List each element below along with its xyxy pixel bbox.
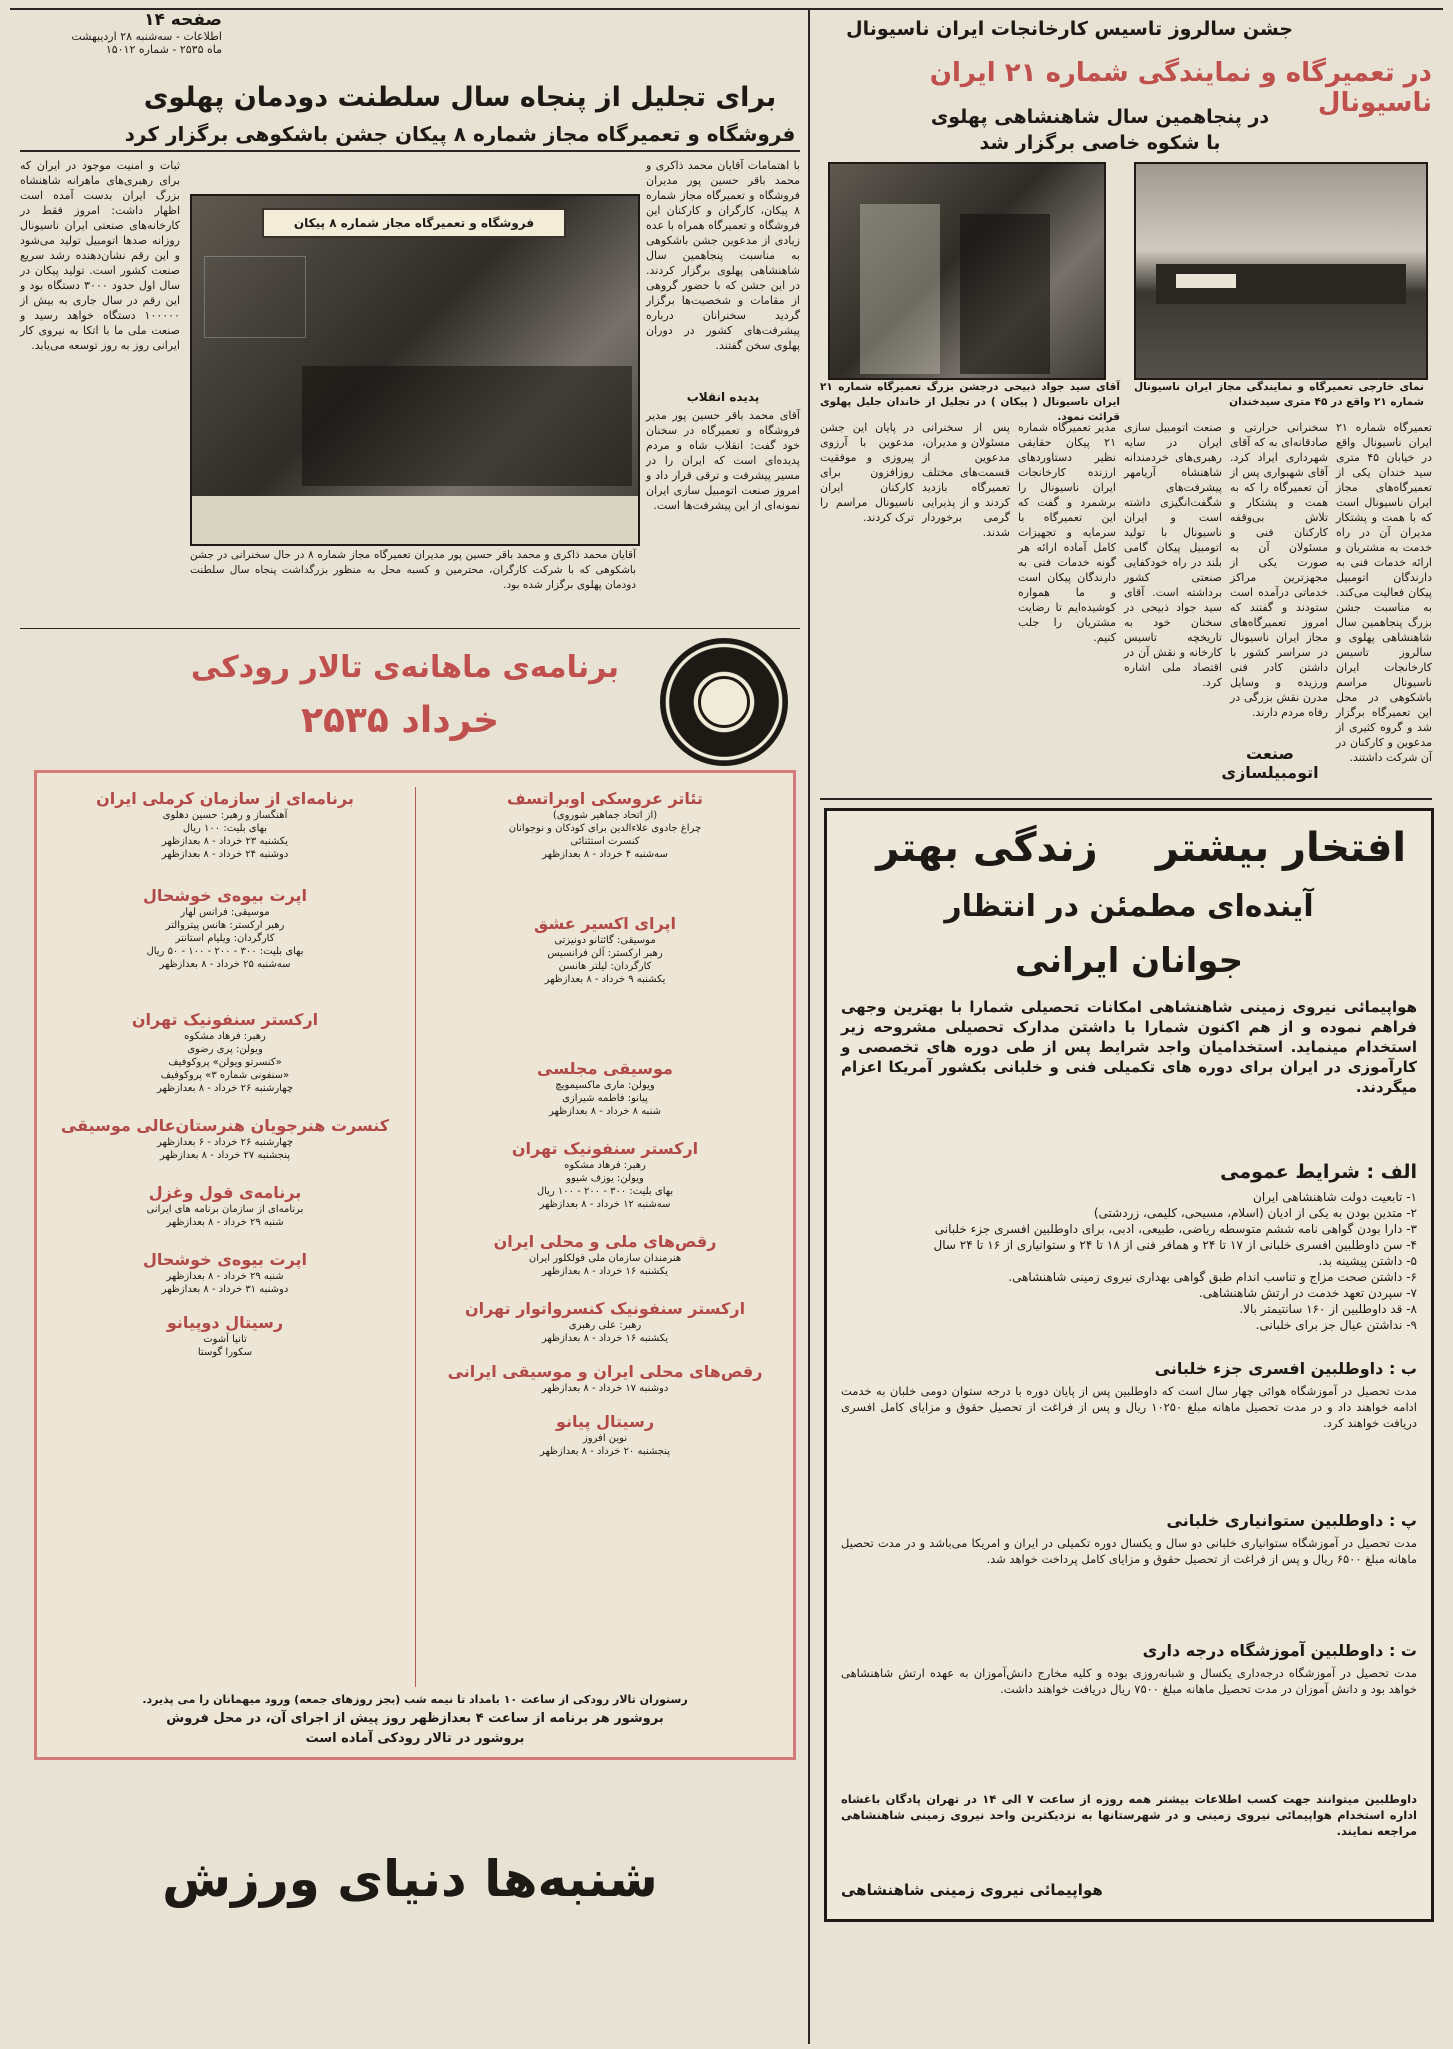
program-section-heading: تئاتر عروسکی اوبراتسف — [507, 789, 703, 808]
ad-intro: هواپیمائی نیروی زمینی شاهنشاهی امکانات تحصیلی شمارا با بهترین وجهی فراهم نموده و از هم اکنون شمارا با داشتن مدارک تحصیلی مشروحه زیر استخدام مینماید. استخدامیان واجد شرایط پس از طی دوره های تخصصی و کارآموزی در ایران برای دوره های تکمیلی فنی و خلبانی بکشور آمریکا اعزام میگردند. — [841, 998, 1417, 1096]
program-line: دوشنبه ۲۴ خرداد - ۸ بعدازظهر — [161, 849, 289, 860]
program-line: (از اتحاد جماهیر شوروی) — [552, 810, 658, 821]
shop-photo-sign — [1176, 274, 1236, 288]
program-line: رهبر ارکستر: آلن فرانسیس — [547, 948, 663, 959]
program-line: بهای بلیت: ۳۰۰ - ۲۰۰ - ۱۰۰ ریال — [536, 1186, 674, 1197]
ad-target: جوانان ایرانی — [1014, 941, 1244, 981]
ad-title-right: افتخار بیشتر — [1155, 825, 1407, 871]
program-section-heading: ارکستر سنفونیک کنسرواتوار تهران — [464, 1299, 746, 1318]
list-item: ۷- سپردن تعهد خدمت در ارتش شاهنشاهی. — [1198, 1286, 1417, 1300]
program-month: خرداد ۲۵۳۵ — [300, 700, 500, 741]
program-section — [417, 1139, 793, 1210]
program-section — [37, 1010, 413, 1094]
program-col-right — [417, 773, 793, 1757]
ad-section-t-title: ت : داوطلبین آموزشگاه درجه داری — [1142, 1641, 1417, 1660]
program-line: سکورا گوستا — [197, 1347, 253, 1358]
issue-line-2: ماه ۲۵۳۵ - شماره ۱۵۰۱۲ — [105, 43, 222, 56]
ad-section-a-title: الف : شرایط عمومی — [1220, 1161, 1417, 1183]
program-line: هنرمندان سازمان ملی فولکلور ایران — [528, 1253, 682, 1264]
list-item: ۲- متدین بودن به یکی از ادیان (اسلام، مسیحی، کلیمی، زردشتی) — [1093, 1206, 1417, 1220]
issue-line-1: اطلاعات - سه‌شنبه ۲۸ اردیبهشت — [71, 30, 222, 43]
program-section — [417, 914, 793, 985]
program-line: رهبر ارکستر: هانس پیتروالتر — [165, 920, 285, 931]
right-article-bottom-rule — [820, 798, 1432, 800]
ceremony-photo-figure — [860, 204, 940, 374]
program-line: چهارشنبه ۲۶ خرداد - ۶ بعدازظهر — [156, 1137, 293, 1148]
list-item: ۴- سن داوطلبین افسری خلبانی از ۱۷ تا ۲۴ و همافر فنی از ۱۸ تا ۲۴ و ستوانیاری از ۱۶ تا ۲۴ سال — [933, 1238, 1417, 1252]
program-line: رهبر: علی رهبری — [568, 1320, 642, 1331]
program-line: سه‌شنبه ۲۵ خرداد - ۸ بعدازظهر — [159, 959, 291, 970]
right-article-col-5: پس از سخنرانی مسئولان و مدیران، مدعوین از قسمت‌های مختلف تعمیرگاه بازدید کردند و از پذیرایی گرمی برخوردار شدند. — [922, 421, 1010, 539]
recruitment-ad — [824, 808, 1434, 1922]
program-line: سه‌شنبه ۴ خرداد - ۸ بعدازظهر — [542, 849, 668, 860]
left-article-bottom-rule — [20, 628, 800, 629]
program-section — [37, 1250, 413, 1295]
left-article-col-left: ثبات و امنیت موجود در ایران که برای رهبری‌های ماهرانه شاهنشاه بزرگ ایران بدست آمده است اظهار داشت: امروز فقط در کارخانه‌های صنعتی ایران ناسیونال روزانه صدها اتومبیل تولید می‌شود و این رقم نشان‌دهنده رشد سریع صنعت کشور است. تولید پیکان در سال اول حدود ۳۰۰۰ دستگاه بود و این رقم در سال جاری به بیش از ۱۰۰۰۰۰ دستگاه خواهد رسید و صنعت ملی ما با اتکا به نیروی کار ایرانی روز به روز توسعه می‌یابد. — [20, 159, 180, 352]
program-line: «سنفونی شماره ۳» پروکوفیف — [160, 1070, 290, 1081]
ceremony-photo-caption: آقای سید جواد ذبیحی درجشن بزرگ تعمیرگاه شماره ۲۱ ایران ناسیونال ( پیکان ) در تجلیل از خاندان جلیل پهلوی قرائت نمود. — [820, 381, 1120, 423]
page-header — [22, 10, 222, 56]
program-line: برنامه‌ای از سازمان برنامه های ایرانی — [146, 1204, 304, 1215]
list-item: ۸- قد داوطلبین از ۱۶۰ سانتیمتر بالا. — [1239, 1302, 1417, 1316]
ad-closing: داوطلبین میتوانند جهت کسب اطلاعات بیشتر همه روزه از ساعت ۷ الی ۱۴ در تهران پادگان باغشاه اداره استخدام هواپیمائی نیروی زمینی و در شهرستانها به نزدیکترین واحد نیروی زمینی شاهنشاهی مراجعه نمایند. — [841, 1792, 1417, 1838]
program-line: ویولن: پری رضوی — [187, 1044, 263, 1055]
program-line: دوشنبه ۳۱ خرداد - ۸ بعدازظهر — [161, 1284, 289, 1295]
store8-photo-figures — [302, 366, 632, 486]
right-kicker: جشن سالروز تاسیس کارخانجات ایران ناسیونال — [846, 18, 1293, 40]
ad-section-b-title: ب : داوطلبین افسری جزء خلبانی — [1154, 1359, 1417, 1378]
program-line: پیانو: فاطمه شیرازی — [562, 1093, 648, 1104]
left-headline: برای تجلیل از پنجاه سال سلطنت دودمان پهلوی — [143, 82, 777, 113]
list-item: ۹- نداشتن عیال جز برای خلبانی. — [1255, 1318, 1417, 1332]
program-line: ویولن: ماری ماکسیمویچ — [555, 1080, 655, 1091]
program-divider — [415, 787, 416, 1687]
program-line: «کنسرتو ویولن» پروکوفیف — [168, 1057, 282, 1068]
program-line: دوشنبه ۱۷ خرداد - ۸ بعدازظهر — [541, 1383, 669, 1394]
program-line: موسیقی: فرانس لهار — [180, 907, 270, 918]
program-line: پنجشنبه ۲۷ خرداد - ۸ بعدازظهر — [159, 1150, 291, 1161]
program-section-heading: اپرت بیوه‌ی خوشحال — [142, 886, 308, 905]
right-article-col-3: صنعت اتومبیل سازی ایران در سایه رهبری‌های خردمندانه شاهنشاه آریامهر پیشرفت‌های شگفت‌انگیزی داشته است و ایران ناسیونال با تولید اتومبیل پیکان گامی بلند در راه خودکفایی صنعتی کشور برداشته است. آقای سید جواد ذبیحی در سخنان خود به تاریخچه تاسیس کارخانه و نقش آن در اقتصاد ملی اشاره کرد. — [1124, 421, 1222, 689]
program-line: بهای بلیت: ۳۰۰ - ۲۰۰ - ۱۰۰ - ۵۰ ریال — [146, 946, 304, 957]
program-line: پنجشنبه ۲۰ خرداد - ۸ بعدازظهر — [539, 1446, 671, 1457]
program-section — [37, 886, 413, 970]
ad-section-p-title: پ : داوطلبین ستوانیاری خلبانی — [1166, 1511, 1417, 1530]
program-section-heading: ارکستر سنفونیک تهران — [511, 1139, 699, 1158]
program-section-heading: اپرت بیوه‌ی خوشحال — [142, 1250, 308, 1269]
program-section — [37, 1183, 413, 1228]
right-headline: در تعمیرگاه و نمایندگی شماره ۲۱ ایران ناسیونال — [929, 58, 1432, 118]
emblem-core — [698, 676, 750, 728]
program-line: بهای بلیت: ۱۰۰ ریال — [182, 823, 268, 834]
program-line: چهارشنبه ۲۶ خرداد - ۸ بعدازظهر — [156, 1083, 293, 1094]
program-section-heading: برنامه‌ی قول وغزل — [148, 1183, 302, 1202]
program-section-heading: رقص‌های ملی و محلی ایران — [493, 1232, 717, 1251]
program-line: یکشنبه ۱۶ خرداد - ۸ بعدازظهر — [541, 1266, 669, 1277]
ad-section-a-list — [841, 1189, 1417, 1333]
program-section — [417, 1059, 793, 1117]
left-subhead-rule — [20, 150, 800, 152]
program-section — [417, 789, 793, 860]
revolution-heading: پدیده انقلاب — [686, 390, 760, 404]
program-line: رهبر: فرهاد مشکوه — [184, 1031, 266, 1042]
program-footer-3: بروشور در تالار رودکی آماده است — [305, 1731, 525, 1746]
ad-section-t-text: مدت تحصیل در آموزشگاه درجه‌داری یکسال و شبانه‌روزی بوده و کلیه مخارج دانش‌آموزان به عهده ارتش شاهنشاهی خواهد بود و دانش آموزان در مدت تحصیل ماهانه مبلغ ۷۵۰۰ ریال دریافت خواهند داشت. — [841, 1666, 1417, 1696]
right-article-col-2: سخنرانی حرارتی و صادقانه‌ای به که آقای شهرداری ایراد کرد. آقای شهبواری پس از آن تعمیرگاه را که به همت و پشتکار و تلاش بی‌وقفه کارکنان فنی و مسئولان آن به صورت یکی از مجهزترین مراکز خدماتی درآمده است ستودند و گفتند که امروز تعمیرگاه‌های مجاز ایران ناسیونال در سراسر کشور با داشتن کادر فنی ورزیده و وسایل مدرن نقش بزرگی در رفاه مردم دارند. — [1230, 421, 1328, 719]
program-line: ویولن: یوزف شیوو — [566, 1173, 644, 1184]
right-article-col-1: تعمیرگاه شماره ۲۱ ایران ناسیونال واقع در خیابان ۴۵ متری سید خندان یکی از تعمیرگاه‌های مجاز ایران ناسیونال است که با همت و پشتکار مدیران آن در راه خدمت به مشتریان و ارائه خدمات فنی به دارندگان اتومبیل پیکان فعالیت می‌کند. به مناسبت جشن بزرگ پنجاهمین سال شاهنشاهی پهلوی و سالروز تاسیس کارخانجات ایران ناسیونال مراسم باشکوهی در محل این تعمیرگاه برگزار شد و گروه کثیری از مدعوین و کارکنان در آن شرکت داشتند. — [1336, 421, 1432, 764]
program-line: چراغ جادوی علاءالدین برای کودکان و نوجوانان — [508, 823, 702, 834]
ad-section-p-text: مدت تحصیل در آموزشگاه ستوانیاری خلبانی دو سال و یکسال دوره تکمیلی در ایران و امریکا می‌باشد و در مدت تحصیل ماهانه مبلغ ۶۵۰۰ ریال و پس از فراغت از تحصیل حقوق و مزایای کامل پرداخت خواهد شد. — [841, 1536, 1417, 1566]
program-line: رهبر: فرهاد مشکوه — [564, 1160, 646, 1171]
program-col-left — [37, 773, 413, 1757]
program-line: شنبه ۲۹ خرداد - ۸ بعدازظهر — [166, 1217, 284, 1228]
program-section-heading: اپرای اکسیر عشق — [534, 914, 676, 933]
store8-photo-window — [204, 256, 306, 338]
program-title: برنامه‌ی ماهانه‌ی تالار رودکی — [190, 650, 620, 685]
ad-signature: هواپیمائی نیروی زمینی شاهنشاهی — [841, 1881, 1103, 1899]
program-section — [37, 1313, 413, 1358]
store8-banner: فروشگاه و تعمیرگاه مجاز شماره ۸ پیکان — [262, 208, 566, 238]
program-section-heading: رسیتال دوپیانو — [166, 1313, 284, 1332]
program-section — [37, 1116, 413, 1161]
program-line: کنسرت استثنائی — [570, 836, 640, 847]
program-section — [417, 1299, 793, 1344]
program-section-heading: کنسرت هنرجویان هنرستان‌عالی موسیقی — [60, 1116, 390, 1135]
center-column-rule — [808, 8, 810, 2044]
program-section-heading: برنامه‌ای از سازمان کرملی ایران — [96, 789, 354, 808]
program-line: تانیا آشوت — [203, 1334, 247, 1345]
store8-photo — [190, 194, 640, 546]
program-footer-1: رستوران تالار رودکی از ساعت ۱۰ بامداد تا نیمه شب (بجز روزهای جمعه) ورود میهمانان را می پذیرد. — [142, 1693, 688, 1706]
program-section — [417, 1412, 793, 1457]
program-line: شنبه ۸ خرداد - ۸ بعدازظهر — [549, 1106, 661, 1117]
top-rule — [10, 8, 1443, 10]
list-item: ۱- تابعیت دولت شاهنشاهی ایران — [1253, 1190, 1417, 1204]
program-line: کارگردان: ویلیام استانتر — [175, 933, 275, 944]
program-section-heading: ارکستر سنفونیک تهران — [131, 1010, 319, 1029]
left-subhead: فروشگاه و تعمیرگاه مجاز شماره ۸ پیکان جشن باشکوهی برگزار کرد — [124, 122, 796, 146]
program-line: آهنگساز و رهبر: حسین دهلوی — [162, 810, 288, 821]
left-article-col-right-2: آقای محمد باقر حسین پور مدیر فروشگاه و تعمیرگاه در سخنان خود گفت: انقلاب شاه و مردم پدیده‌ای است که ایران را در مسیر پیشرفت و ترقی قرار داد و امروز صنعت اتومبیل سازی ایران نمونه‌ای از این پیشرفت‌ها است. — [646, 409, 800, 512]
right-article-col-4: مدیر تعمیرگاه شماره ۲۱ پیکان حقایقی نظیر دستاوردهای ارزنده کارخانجات ایران ناسیونال را برشمرد و گفت که این تعمیرگاه با سرمایه و تجهیزات کامل آماده ارائه هر گونه خدمات فنی به دارندگان پیکان است و ما همواره کوشیده‌ایم تا رضایت مشتریان را جلب کنیم. — [1018, 421, 1116, 644]
program-line: شنبه ۲۹ خرداد - ۸ بعدازظهر — [166, 1271, 284, 1282]
program-section-heading: رقص‌های محلی ایران و موسیقی ایرانی — [447, 1362, 763, 1381]
left-article-col-right: با اهتمامات آقایان محمد ذاکری و محمد باقر حسین پور مدیران فروشگاه و تعمیرگاه مجاز شماره ۸ پیکان، کارگران و کارکنان این فروشگاه و تعمیرگاه همراه با عده زیادی از مدعوین جشن باشکوهی به مناسبت پنجاهمین سال شاهنشاهی پهلوی برگزار کردند. در این جشن که با حضور گروهی از مقامات و شخصیت‌ها برگزار گردید سخنرانان درباره پیشرفت‌های کشور در دوران پهلوی سخن گفتند. — [646, 159, 800, 352]
program-line: یکشنبه ۱۶ خرداد - ۸ بعدازظهر — [541, 1333, 669, 1344]
sports-banner: شنبه‌ها دنیای ورزش — [162, 1850, 658, 1908]
list-item: ۳- دارا بودن گواهی نامه ششم متوسطه ریاضی، طبیعی، ادبی، برای داوطلبین افسری جزء خلبانی — [934, 1222, 1417, 1236]
program-line: سه‌شنبه ۱۲ خرداد - ۸ بعدازظهر — [539, 1199, 671, 1210]
right-subhead-2: با شکوه خاصی برگزار شد — [979, 132, 1221, 154]
auto-industry-heading: صنعت اتومبیلسازی — [1221, 744, 1319, 782]
store8-caption: آقایان محمد ذاکری و محمد باقر حسین پور مدیران تعمیرگاه مجاز شماره ۸ در حال سخنرانی در جشن باشکوهی که با شرکت کارگران، محترمین و کسبه محل به منظور بزرگداشت پنجاه سال سلطنت دودمان پهلوی برگزار شده بود. — [190, 549, 636, 591]
program-section-heading: رسیتال پیانو — [555, 1412, 655, 1431]
shop-photo-caption: نمای خارجی تعمیرگاه و نمایندگی مجاز ایران ناسیونال شماره ۲۱ واقع در ۴۵ متری سیدخندان — [1134, 381, 1424, 408]
program-section — [417, 1232, 793, 1277]
right-article-col-6: در پایان این جشن مدعوین با آرزوی پیروزی و موفقیت روزافزون برای کارکنان ایران ناسیونال مراسم را ترک کردند. — [820, 421, 914, 524]
program-line: نوین افروز — [582, 1433, 628, 1444]
list-item: ۶- داشتن صحت مزاج و تناسب اندام طبق گواهی بهداری نیروی زمینی شاهنشاهی. — [1008, 1270, 1417, 1284]
program-section — [37, 789, 413, 860]
ceremony-photo — [828, 162, 1106, 380]
ad-subtitle: آینده‌ای مطمئن در انتظار — [944, 889, 1314, 924]
ad-section-b-text: مدت تحصیل در آموزشگاه هوائی چهار سال است که داوطلبین پس از پایان دوره با درجه ستوان دومی خلبان به خدمت ادامه خواهند داد و در مدت تحصیل ماهانه مبلغ ۱۰۲۵۰ ریال و پس از فراغت از تحصیل حقوق و مزایای کامل افسری دریافت خواهند کرد. — [841, 1384, 1417, 1430]
program-box — [34, 770, 796, 1760]
rudaki-hall-emblem — [660, 638, 788, 766]
repair-shop-exterior-photo — [1134, 162, 1428, 380]
list-item: ۵- داشتن پیشینه بد. — [1318, 1254, 1417, 1268]
program-line: یکشنبه ۲۳ خرداد - ۸ بعدازظهر — [161, 836, 289, 847]
ceremony-photo-speaker — [960, 214, 1050, 374]
program-line: یکشنبه ۹ خرداد - ۸ بعدازظهر — [544, 974, 666, 985]
page-number: صفحه ۱۴ — [144, 10, 222, 30]
program-line: کارگردان: لیلتر هانسن — [558, 961, 652, 972]
store8-photo-table — [192, 496, 638, 544]
program-footer-2: بروشور هر برنامه از ساعت ۴ بعدازظهر روز پیش از اجرای آن، در محل فروش — [166, 1711, 664, 1726]
program-section-heading: موسیقی مجلسی — [537, 1059, 673, 1078]
right-subhead-1: در پنجاهمین سال شاهنشاهی پهلوی — [930, 106, 1270, 128]
program-section — [417, 1362, 793, 1394]
program-line: موسیقی: گائتانو دونیزتی — [554, 935, 656, 946]
ad-title-left: زندگی بهتر — [876, 825, 1098, 871]
